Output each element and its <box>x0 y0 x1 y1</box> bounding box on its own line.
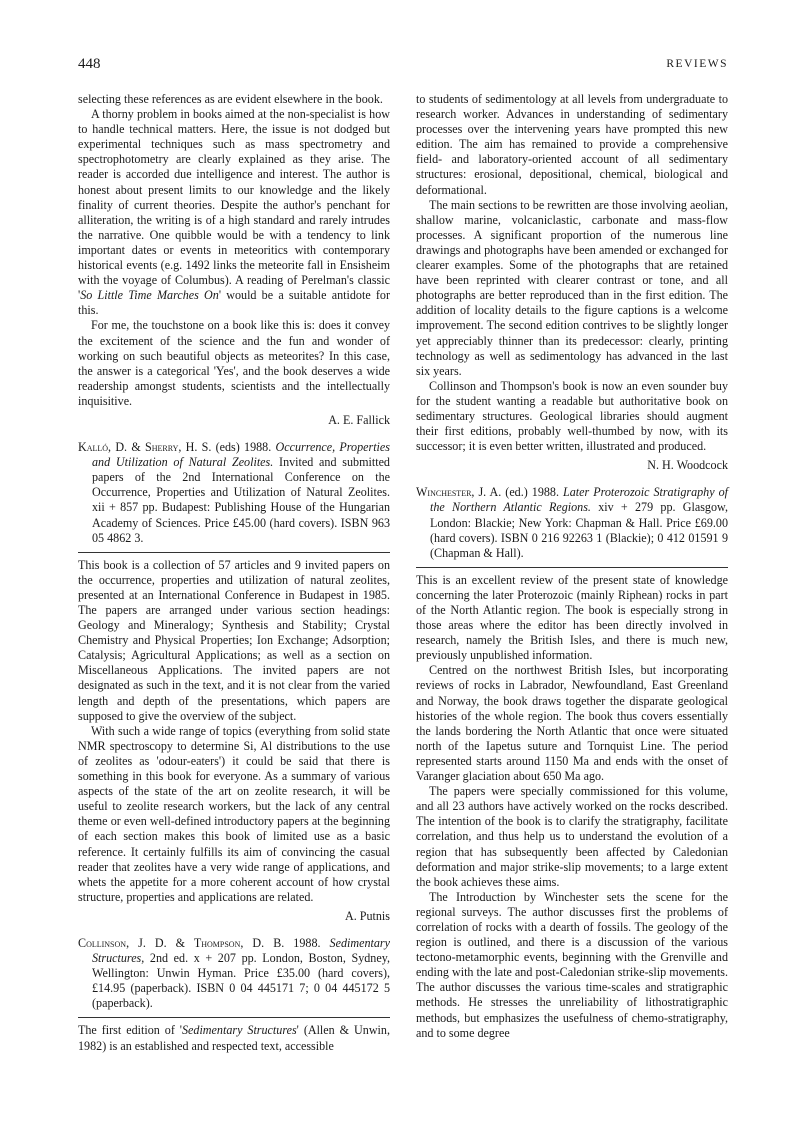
divider <box>78 1017 390 1018</box>
citation-authors: Winchester, J. A. <box>416 485 502 500</box>
paragraph: This is an excellent review of the present state of knowledge concerning the later Proterozoic (mainly Riphean) rocks in part of the North Atlantic region. The book is especially strong in those areas where the editor has been directly involved in research, namely the British Isles, and there is much new, previously unpublished information. <box>416 572 728 663</box>
paragraph: The main sections to be rewritten are those involving aeolian, shallow marine, volcaniclastic, carbonate and mass-flow processes. A significant proportion of the numerous line drawings and photographs have been amended or exchanged for clearer examples. Some of the photographs that are retained have been reprinted with clearer contrast or tone, and all photographs are better reproduced than in the first edition. The addition of locality details to the figure captions is a welcome improvement. The second edition contrives to be slightly longer yet appreciably thinner than its predecessor: clearly, printing technology as well as sedimentology has advanced in the last six years. <box>416 197 728 378</box>
running-head <box>78 56 728 76</box>
citation-year: (eds) 1988. <box>211 440 276 455</box>
citation-details: xiv + 279 pp. Glasgow, London: Blackie; New York: Chapman & Hall. Price £69.00 (hard covers). ISBN 0 216 92263 1 (Blackie); 0 412 01591 9 (Chapman & Hall). <box>430 500 728 560</box>
reviewer-signature: A. E. Fallick <box>328 412 390 427</box>
review-citation <box>78 440 390 546</box>
right-column <box>416 92 728 1041</box>
divider <box>416 567 728 568</box>
paragraph <box>78 1023 390 1053</box>
review-citation <box>78 936 390 1011</box>
paragraph: The Introduction by Winchester sets the scene for the regional surveys. The author discusses first the problems of correlation of rocks with a dearth of fossils. The geology of the region is outlined, and there is a discussion of the various tectono-metamorphic events, beginning with the Grenville and ending with the late and post-Caledonian strike-slip movements. The author discusses the various time-scales and stratigraphic methods. He stresses the unreliability of lithostratigraphic methods, but emphasizes the usefulness of chemo-stratigraphy, and to some degree <box>416 889 728 1040</box>
citation-details: Invited and submitted papers of the 2nd International Conference on the Occurrence, Properties and Utilization of Natural Zeolites. xii + 857 pp. Budapest: Publishing House of the Hungarian Academy of Sciences. Price £45.00 (hard covers). ISBN 963 05 4862 3. <box>92 455 390 545</box>
paragraph-text: The first edition of ' <box>78 1023 182 1038</box>
citation-year: (ed.) 1988. <box>501 485 564 500</box>
page-number: 448 <box>78 56 101 72</box>
divider <box>78 552 390 553</box>
citation-details: 2nd ed. x + 207 pp. London, Boston, Sydney, Wellington: Unwin Hyman. Price £35.00 (hard covers), £14.95 (paperback). ISBN 0 04 445171 7; 0 04 445172 5 (paperback). <box>92 951 390 1011</box>
reviewer-signature: A. Putnis <box>344 908 390 923</box>
paragraph-text: ' (Allen & Unwin, 1982) is an established and respected text, accessible <box>78 1023 390 1053</box>
review-citation <box>416 485 728 560</box>
left-column <box>78 92 390 1054</box>
paragraph: Collinson and Thompson's book is now an even sounder buy for the student wanting a readable but authoritative book on sedimentary structures. Geological libraries should augment their first editions, probably well-thumbed by now, with its successor; it is even better written, illustrated and produced. <box>416 378 728 454</box>
cited-title: So Little Time Marches On <box>80 288 219 303</box>
citation-title: Occurrence, Properties and Utilization of Natural Zeolites. <box>92 440 390 470</box>
citation-authors: Kalló, D. & Sherry, H. S. <box>78 440 212 455</box>
paragraph: to students of sedimentology at all levels from undergraduate to research worker. Advances in understanding of sedimentary processes over the intervening years have prompted this new edition. The aim has remained to provide a comprehensive field- and laboratory-oriented account of all sedimentary structures: erosional, depositional, chemical, biological and deformational. <box>416 92 728 197</box>
cited-title: Sedimentary Structures <box>181 1023 297 1038</box>
reviewer-signature: N. H. Woodcock <box>647 458 728 473</box>
citation-title: Later Proterozoic Stratigraphy of the Northern Atlantic Regions. <box>430 485 728 515</box>
paragraph: The papers were specially commissioned for this volume, and all 23 authors have actively worked on the rocks described. The intention of the book is to clarify the stratigraphy, facilitate correlation, and thus help us to understand the evolution of a region that has subsequently been affected by Caledonian deformation and major strike-slip movements; to a large extent the book achieves these aims. <box>416 784 728 889</box>
citation-year: 1988. <box>284 935 330 950</box>
citation-title: Sedimentary Structures, <box>92 935 390 966</box>
paragraph: selecting these references as are evident elsewhere in the book. <box>78 92 383 106</box>
paragraph-text: ' would be a suitable antidote for this. <box>78 288 390 318</box>
paragraph: For me, the touchstone on a book like this is: does it convey the excitement of the science and the fun and wonder of working on such beautiful objects as meteorites? In this case, the answer is a categorical 'Yes', and the book deserves a wide readership amongst students, scientists and the intellectually inquisitive. <box>78 318 390 408</box>
paragraph-text: A thorny problem in books aimed at the non-specialist is how to handle technical matters. Here, the issue is not dodged but experimental techniques such as mass spectrometry and spectrophotometry are clearly explained as they arise. The reader is accorded due intelligence and interest. The author is honest about present limits to our knowledge and the likely finality of current theories. Despite the author's penchant for alliteration, the writing is of a high standard and rarely intrudes the narrative. One quibble would be with a tendency to link important dates or events in meteoritics with contemporary historical events (e.g. 1492 links the meteorite fall in Ensisheim with the voyage of Columbus). A reading of Perelman's classic ' <box>78 107 390 303</box>
paragraph: With such a wide range of topics (everything from solid state NMR spectroscopy to determine Si, Al distributions to the use of zeolites as 'odour-eaters') it could be said that there is something in this book for everyone. As a summary of various aspects of the state of the art on zeolite research, it will be useful to zeolite research workers, but the lack of any central theme or even well-defined introductory papers at the beginning of each section makes this book of limited use as a basic reference. It certainly fulfills its aim of convincing the casual reader that zeolites have a very wide range of applications, and whets the appetite for a more coherent account of how crystal structure, properties and applications are related. <box>78 723 390 904</box>
paragraph <box>78 107 390 318</box>
section-title: REVIEWS <box>666 58 728 70</box>
paragraph: This book is a collection of 57 articles and 9 invited papers on the occurrence, properties and utilization of natural zeolites, presented at an International Conference in Budapest in 1985. The papers are arranged under various section headings: Geology and Mineralogy; Synthesis and Stability; Crystal Chemistry and Physical Properties; Ion Exchange; Adsorption; Catalysis; Agricultural Applications; as well as a section on Miscellaneous Applications. The invited papers are not designated as such in the text, and it is not clear from the varied length and depth of the presentations, which papers are supposed to give the overview of the subject. <box>78 557 390 723</box>
citation-authors: Collinson, J. D. & Thompson, D. B. <box>78 935 285 950</box>
paragraph: Centred on the northwest British Isles, but incorporating reviews of rocks in Labrador, Newfoundland, East Greenland and Norway, the book draws together the disparate geological histories of the whole region. The book thus covers essentially the lands bordering the North Atlantic that once were situated north of the Iapetus suture and Tornquist Line. The period represented starts around 1150 Ma and ends with the onset of Varanger glaciation about 650 Ma ago. <box>416 663 728 784</box>
